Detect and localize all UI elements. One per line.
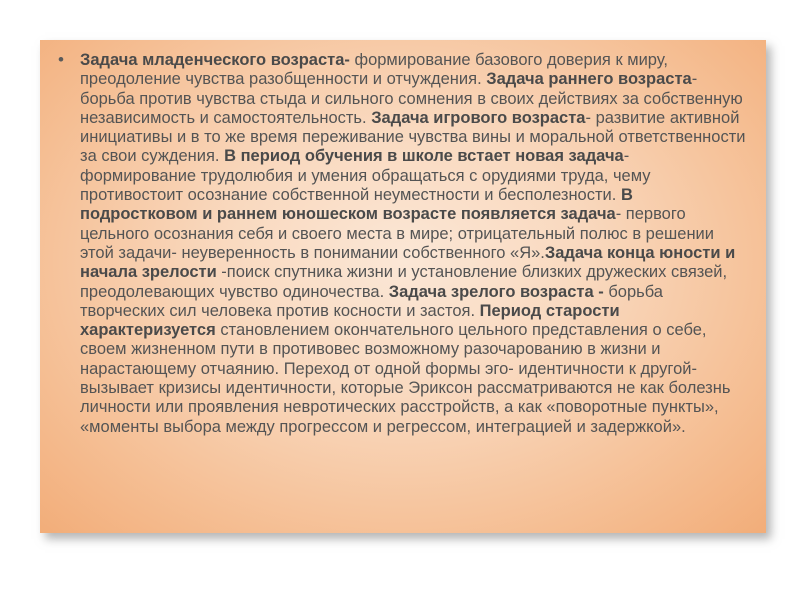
text-segment: Задача игрового возраста bbox=[371, 108, 586, 127]
text-segment: становлением окончательного цельного представления о себе, своем жизненном пути в противовес возможному разочарованию в жизни и нарастающему отчаянию. Переход от одной формы эго- идентичности к другой- вызывает кризисы идентичности, которые Эриксон рассматриваются не как болезнь личности или проявления невротических расстройств, а как «поворотные пункты», «моменты выбора между прогрессом и регрессом, интеграцией и задержкой». bbox=[80, 321, 731, 436]
text-segment: - первого цельного осознания себя и своего места в мире; отрицательный полюс в решении этой задачи- неуверенность в понимании собственного «Я». bbox=[80, 205, 714, 262]
text-segment: Период старости характеризуется bbox=[80, 301, 620, 340]
text-segment: Задача младенческого возраста- bbox=[80, 51, 350, 69]
text-segment: Задача раннего возраста bbox=[486, 70, 692, 89]
text-segment: В период обучения в школе встает новая задача bbox=[224, 147, 624, 166]
body-paragraph bbox=[80, 51, 748, 437]
text-segment: Задача зрелого возраста - bbox=[388, 282, 604, 301]
text-segment: - борьба против чувства стыда и сильного сомнения в своих действиях за собственную независимость и самостоятельность. bbox=[80, 70, 743, 127]
text-segment: - формирование трудолюбия и умения обращаться с орудиями труда, чему противостоит осознание собственной неуместности и бесполезности. bbox=[80, 147, 651, 205]
text-segment: борьба творческих сил человека против косности и застоя. bbox=[80, 282, 663, 320]
text-segment: Задача конца юности и начала зрелости bbox=[80, 243, 736, 282]
text-segment: В подростковом и раннем юношеском возрасте появляется задача bbox=[80, 186, 633, 224]
text-segment: - развитие активной инициативы и в то же время переживание чувства вины и моральной ответственности за свои суждения. bbox=[80, 108, 746, 166]
bullet-marker: • bbox=[58, 50, 64, 69]
content-panel bbox=[40, 40, 766, 533]
text-segment: формирование базового доверия к миру, преодоление чувства разобщенности и отчуждения. bbox=[80, 51, 668, 89]
text-segment: -поиск спутника жизни и установление близких дружеских связей, преодолевающих чувство одиночества. bbox=[80, 263, 728, 301]
